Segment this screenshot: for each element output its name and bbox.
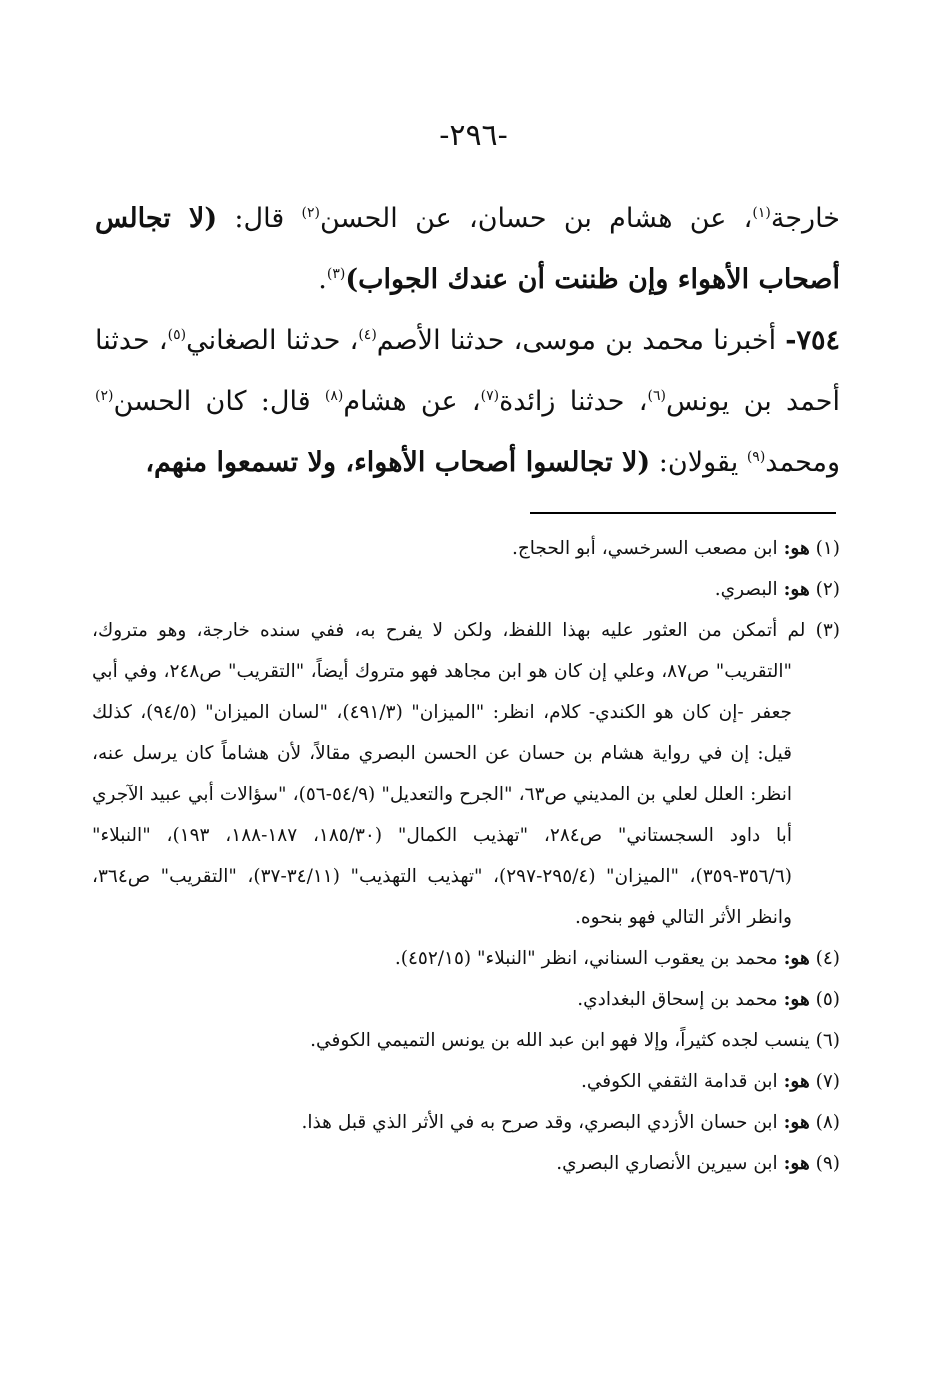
footnote-number: (٤)	[815, 948, 840, 969]
footnote-5	[92, 979, 840, 1020]
footnote-text: ابن قدامة الثقفي الكوفي.	[580, 1071, 784, 1092]
footnote-number: (٧)	[815, 1071, 840, 1092]
text-segment: قال: كان الحسن	[113, 386, 325, 417]
footnote-number: (٨)	[815, 1112, 840, 1133]
footnote-label: هو:	[783, 538, 810, 559]
page-number: -٢٩٦-	[439, 118, 508, 153]
footnote-8	[92, 1102, 840, 1143]
footnote-6	[92, 1020, 840, 1061]
footnote-label: هو:	[783, 989, 810, 1010]
footnote-label: هو:	[783, 579, 810, 600]
text-segment: خارجة	[770, 203, 840, 234]
text-segment: قال:	[217, 203, 302, 234]
footnote-1	[92, 528, 840, 569]
footnote-text: ابن مصعب السرخسي، أبو الحجاج.	[511, 538, 784, 559]
footnote-3	[92, 610, 840, 938]
footnote-4	[92, 938, 840, 979]
footnote-number: (٢)	[815, 579, 840, 600]
footnote-text: ابن سيرين الأنصاري البصري.	[556, 1153, 784, 1174]
footnote-separator	[530, 512, 836, 514]
footnote-text: البصري.	[714, 579, 784, 600]
text-segment: ، حدثنا زائدة	[499, 386, 648, 417]
footnote-7	[92, 1061, 840, 1102]
footnote-label: هو:	[783, 1153, 810, 1174]
footnote-ref: (٢)	[95, 388, 114, 404]
footnote-text: محمد بن يعقوب السناني، انظر "النبلاء" (٤٥٢/١٥).	[394, 948, 784, 969]
footnote-number: (٣)	[815, 620, 840, 641]
footnote-ref: (٣)	[326, 266, 346, 282]
text-segment: ، عن هشام بن حسان، عن الحسن	[319, 203, 753, 234]
text-segment: .	[318, 264, 327, 295]
footnote-text: محمد بن إسحاق البغدادي.	[577, 989, 784, 1010]
text-segment: ، حدثنا أحمد بن يونس	[95, 325, 840, 417]
footnote-ref: (٢)	[301, 205, 320, 221]
footnote-text: ينسب لجده كثيراً، وإلا فهو ابن عبد الله بن يونس التميمي الكوفي.	[310, 1030, 810, 1051]
footnote-label: هو:	[783, 1112, 810, 1133]
footnote-2	[92, 569, 840, 610]
main-text	[95, 188, 840, 493]
text-segment: ومحمد	[765, 447, 840, 478]
footnote-ref: (٩)	[746, 449, 766, 465]
footnote-ref: (٤)	[358, 327, 377, 343]
footnote-ref: (٨)	[324, 388, 344, 404]
footnote-9	[92, 1143, 840, 1184]
footnotes	[92, 528, 840, 1184]
text-segment: يقولان:	[650, 447, 747, 478]
footnote-label: هو:	[783, 1071, 810, 1092]
footnote-ref: (٦)	[647, 388, 666, 404]
footnote-number: (٦)	[815, 1030, 840, 1051]
text-segment: ، عن هشام	[343, 386, 481, 417]
paragraph-1	[95, 188, 840, 310]
footnote-number: (٥)	[815, 989, 840, 1010]
footnote-label: هو:	[783, 948, 810, 969]
footnote-ref: (٧)	[480, 388, 500, 404]
quote-bold: (لا تجالسوا أصحاب الأهواء، ولا تسمعوا منهم،	[145, 447, 651, 478]
footnote-number: (١)	[815, 538, 840, 559]
footnote-number: (٩)	[815, 1153, 840, 1174]
text-segment: ، حدثنا الصغاني	[186, 325, 359, 356]
quote-bold: (لا تجالس أصحاب الأهواء وإن ظننت أن عندك الجواب)	[95, 203, 840, 295]
paragraph-2	[95, 310, 840, 493]
footnote-ref: (١)	[752, 205, 771, 221]
hadith-number: ٧٥٤-	[785, 325, 840, 356]
text-segment: أخبرنا محمد بن موسى، حدثنا الأصم	[376, 325, 786, 356]
footnote-text: لم أتمكن من العثور عليه بهذا اللفظ، ولكن لا يفرح به، ففي سنده خارجة، وهو متروك، "التقريب" ص٨٧، وعلي إن كان هو ابن مجاهد فهو متروك أيضاً، "التقريب" ص٢٤٨، وفي أبي جعفر -إن كان هو الكندي- كلام، انظر: "الميزان" (٤٩١/٣)، "لسان الميزان" (٩٤/٥)، كذلك قيل: إن في رواية هشام بن حسان عن الحسن البصري مقالاً، لأن هشاماً كان يرسل عنه، انظر: العلل لعلي بن المديني ص٦٣، "الجرح والتعديل" (٥٤/٩-٥٦)، "سؤالات أبي عبيد الآجري أبا داود السجستاني" ص٢٨٤، "تهذيب الكمال" (١٨٥/٣٠، ١٨٧-١٨٨، ١٩٣)، "النبلاء" (٣٥٦/٦-٣٥٩)، "الميزان" (٢٩٥/٤-٢٩٧)، "تهذيب التهذيب" (٣٤/١١-٣٧)، "التقريب" ص٣٦٤، وانظر الأثر التالي فهو بنحوه.	[92, 620, 806, 928]
footnote-ref: (٥)	[167, 327, 187, 343]
footnote-text: ابن حسان الأزدي البصري، وقد صرح به في الأثر الذي قبل هذا.	[301, 1112, 784, 1133]
